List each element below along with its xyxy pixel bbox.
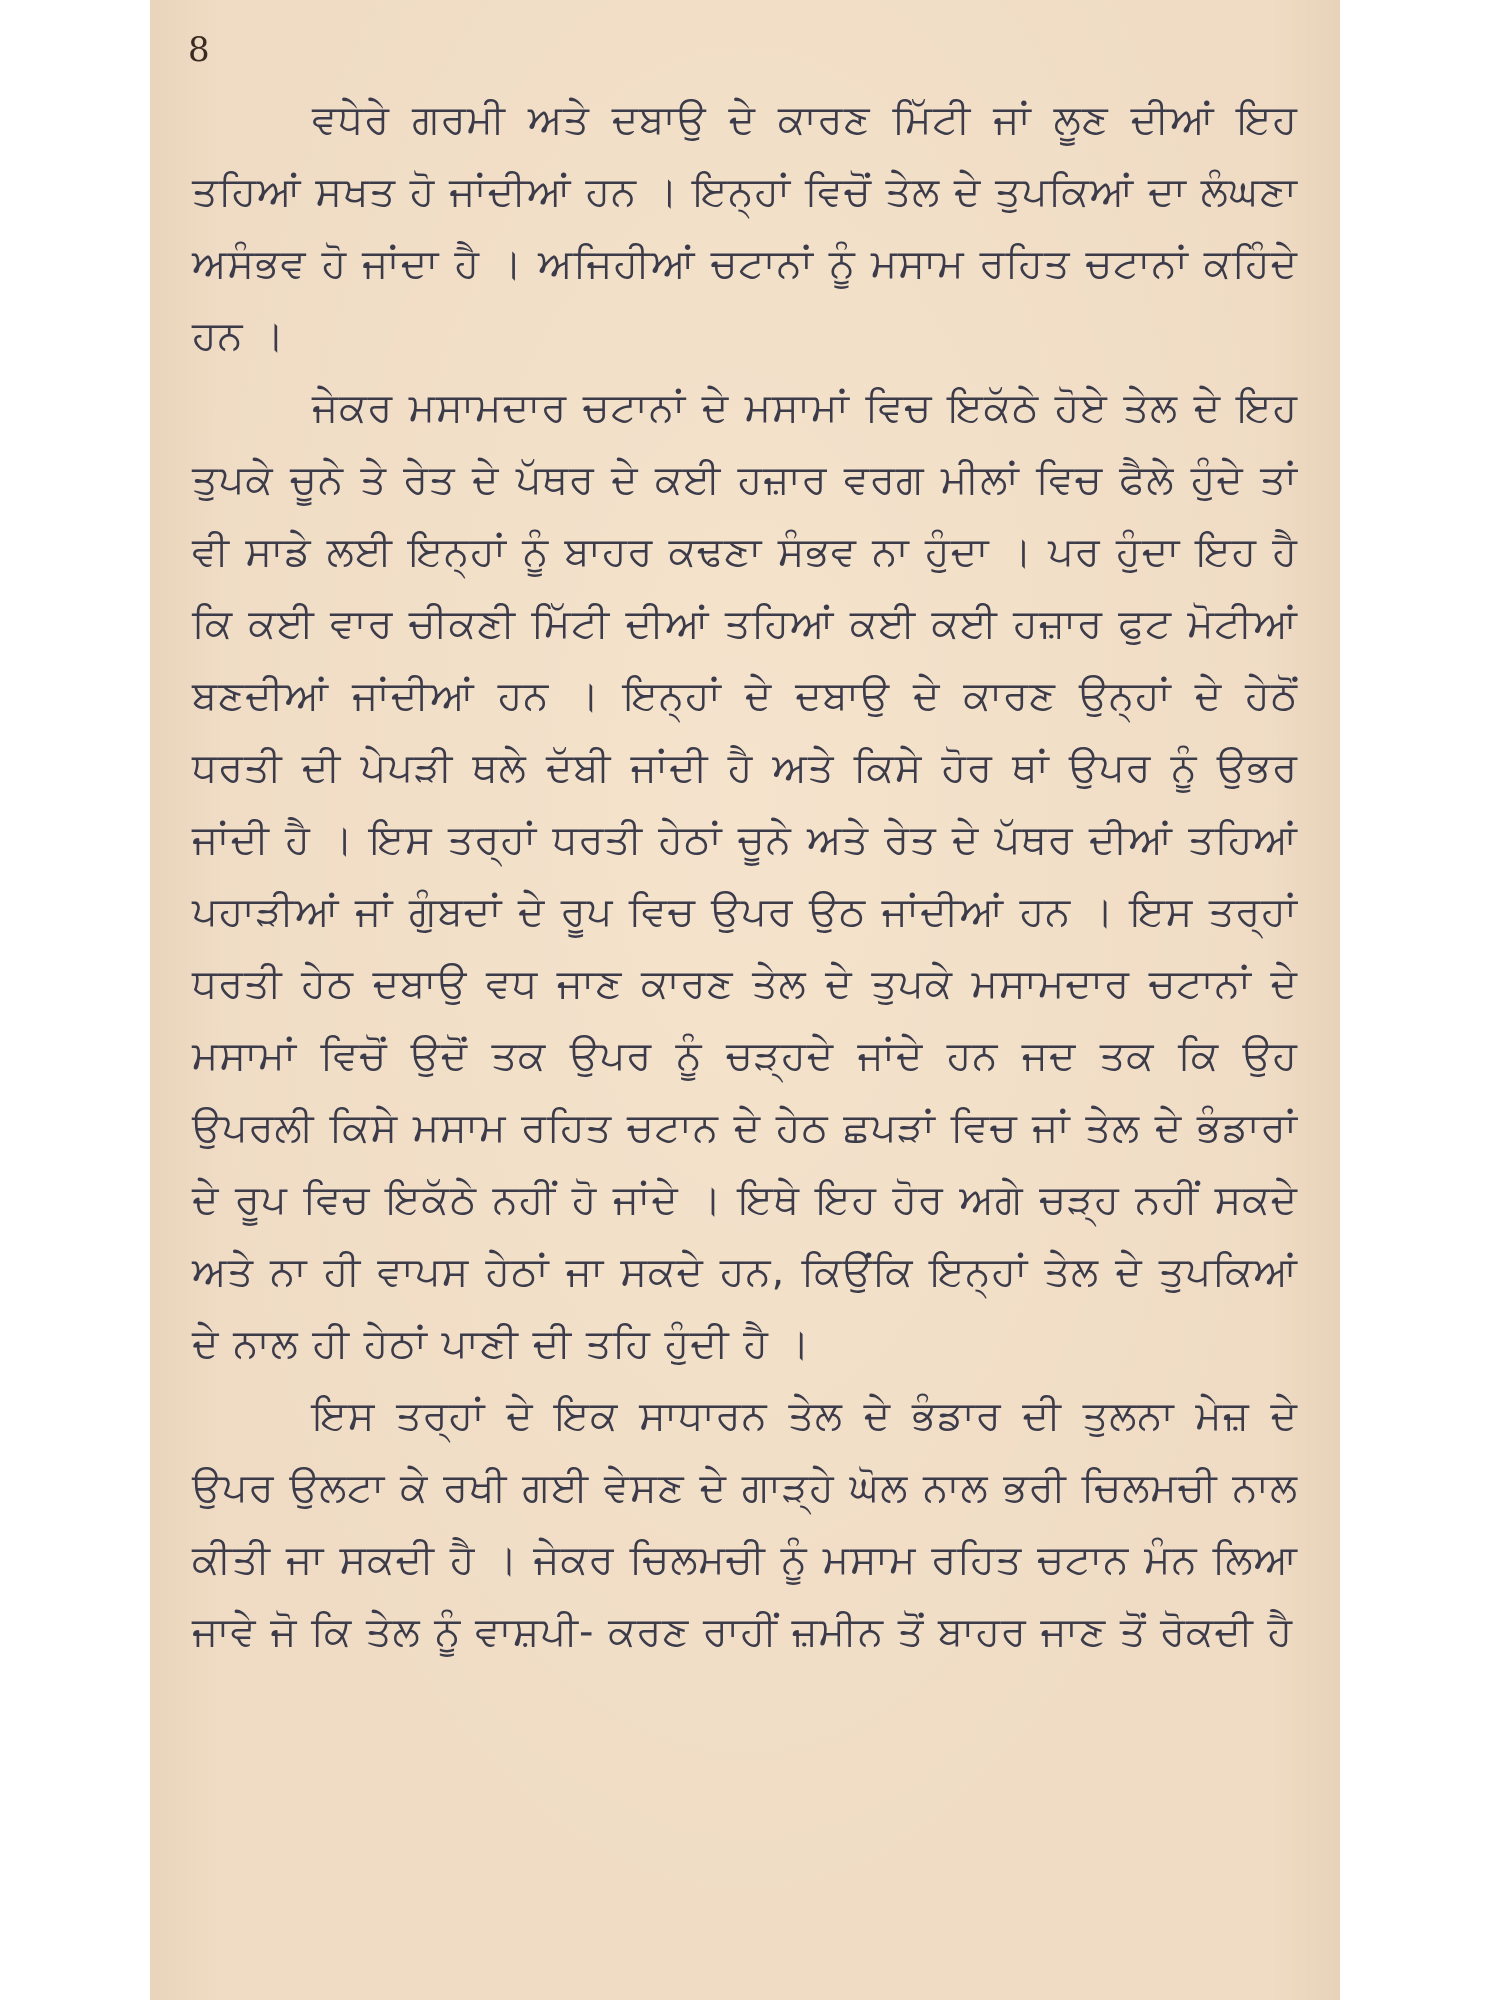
- page-number: 8: [188, 30, 210, 70]
- book-page: [150, 0, 1340, 2000]
- paragraph-2: ਜੇਕਰ ਮਸਾਮਦਾਰ ਚਟਾਨਾਂ ਦੇ ਮਸਾਮਾਂ ਵਿਚ ਇਕੱਠੇ ਹੋਏ ਤੇਲ ਦੇ ਇਹ ਤੁਪਕੇ ਚੂਨੇ ਤੇ ਰੇਤ ਦੇ ਪੱਥਰ ਦੇ ਕਈ ਹਜ਼ਾਰ ਵਰਗ ਮੀਲਾਂ ਵਿਚ ਫੈਲੇ ਹੁੰਦੇ ਤਾਂ ਵੀ ਸਾਡੇ ਲਈ ਇਨ੍ਹਾਂ ਨੂੰ ਬਾਹਰ ਕਢਣਾ ਸੰਭਵ ਨਾ ਹੁੰਦਾ । ਪਰ ਹੁੰਦਾ ਇਹ ਹੈ ਕਿ ਕਈ ਵਾਰ ਚੀਕਣੀ ਮਿੱਟੀ ਦੀਆਂ ਤਹਿਆਂ ਕਈ ਕਈ ਹਜ਼ਾਰ ਫੁਟ ਮੋਟੀਆਂ ਬਣਦੀਆਂ ਜਾਂਦੀਆਂ ਹਨ । ਇਨ੍ਹਾਂ ਦੇ ਦਬਾਉ ਦੇ ਕਾਰਣ ਉਨ੍ਹਾਂ ਦੇ ਹੇਠੋਂ ਧਰਤੀ ਦੀ ਪੇਪੜੀ ਥਲੇ ਦੱਬੀ ਜਾਂਦੀ ਹੈ ਅਤੇ ਕਿਸੇ ਹੋਰ ਥਾਂ ਉਪਰ ਨੂੰ ਉਭਰ ਜਾਂਦੀ ਹੈ । ਇਸ ਤਰ੍ਹਾਂ ਧਰਤੀ ਹੇਠਾਂ ਚੂਨੇ ਅਤੇ ਰੇਤ ਦੇ ਪੱਥਰ ਦੀਆਂ ਤਹਿਆਂ ਪਹਾੜੀਆਂ ਜਾਂ ਗੁੰਬਦਾਂ ਦੇ ਰੂਪ ਵਿਚ ਉਪਰ ਉਠ ਜਾਂਦੀਆਂ ਹਨ । ਇਸ ਤਰ੍ਹਾਂ ਧਰਤੀ ਹੇਠ ਦਬਾਉ ਵਧ ਜਾਣ ਕਾਰਣ ਤੇਲ ਦੇ ਤੁਪਕੇ ਮਸਾਮਦਾਰ ਚਟਾਨਾਂ ਦੇ ਮਸਾਮਾਂ ਵਿਚੋਂ ਉਦੋਂ ਤਕ ਉਪਰ ਨੂੰ ਚੜ੍ਹਦੇ ਜਾਂਦੇ ਹਨ ਜਦ ਤਕ ਕਿ ਉਹ ਉਪਰਲੀ ਕਿਸੇ ਮਸਾਮ ਰਹਿਤ ਚਟਾਨ ਦੇ ਹੇਠ ਛਪੜਾਂ ਵਿਚ ਜਾਂ ਤੇਲ ਦੇ ਭੰਡਾਰਾਂ ਦੇ ਰੂਪ ਵਿਚ ਇਕੱਠੇ ਨਹੀਂ ਹੋ ਜਾਂਦੇ । ਇਥੇ ਇਹ ਹੋਰ ਅਗੇ ਚੜ੍ਹ ਨਹੀਂ ਸਕਦੇ ਅਤੇ ਨਾ ਹੀ ਵਾਪਸ ਹੇਠਾਂ ਜਾ ਸਕਦੇ ਹਨ, ਕਿਉਂਕਿ ਇਨ੍ਹਾਂ ਤੇਲ ਦੇ ਤੁਪਕਿਆਂ ਦੇ ਨਾਲ ਹੀ ਹੇਠਾਂ ਪਾਣੀ ਦੀ ਤਹਿ ਹੁੰਦੀ ਹੈ ।: [192, 385, 1298, 1367]
- paragraph-3: ਇਸ ਤਰ੍ਹਾਂ ਦੇ ਇਕ ਸਾਧਾਰਨ ਤੇਲ ਦੇ ਭੰਡਾਰ ਦੀ ਤੁਲਨਾ ਮੇਜ਼ ਦੇ ਉਪਰ ਉਲਟਾ ਕੇ ਰਖੀ ਗਈ ਵੇਸਣ ਦੇ ਗਾੜ੍ਹੇ ਘੋਲ ਨਾਲ ਭਰੀ ਚਿਲਮਚੀ ਨਾਲ ਕੀਤੀ ਜਾ ਸਕਦੀ ਹੈ । ਜੇਕਰ ਚਿਲਮਚੀ ਨੂੰ ਮਸਾਮ ਰਹਿਤ ਚਟਾਨ ਮੰਨ ਲਿਆ ਜਾਵੇ ਜੋ ਕਿ ਤੇਲ ਨੂੰ ਵਾਸ਼ਪੀ- ਕਰਣ ਰਾਹੀਂ ਜ਼ਮੀਨ ਤੋਂ ਬਾਹਰ ਜਾਣ ਤੋਂ ਰੋਕਦੀ ਹੈ: [192, 1393, 1298, 1655]
- body-text: [192, 84, 1298, 1668]
- paragraph-1: ਵਧੇਰੇ ਗਰਮੀ ਅਤੇ ਦਬਾਉ ਦੇ ਕਾਰਣ ਮਿੱਟੀ ਜਾਂ ਲੂਣ ਦੀਆਂ ਇਹ ਤਹਿਆਂ ਸਖਤ ਹੋ ਜਾਂਦੀਆਂ ਹਨ । ਇਨ੍ਹਾਂ ਵਿਚੋਂ ਤੇਲ ਦੇ ਤੁਪਕਿਆਂ ਦਾ ਲੰਘਣਾ ਅਸੰਭਵ ਹੋ ਜਾਂਦਾ ਹੈ । ਅਜਿਹੀਆਂ ਚਟਾਨਾਂ ਨੂੰ ਮਸਾਮ ਰਹਿਤ ਚਟਾਨਾਂ ਕਹਿੰਦੇ ਹਨ ।: [192, 97, 1298, 359]
